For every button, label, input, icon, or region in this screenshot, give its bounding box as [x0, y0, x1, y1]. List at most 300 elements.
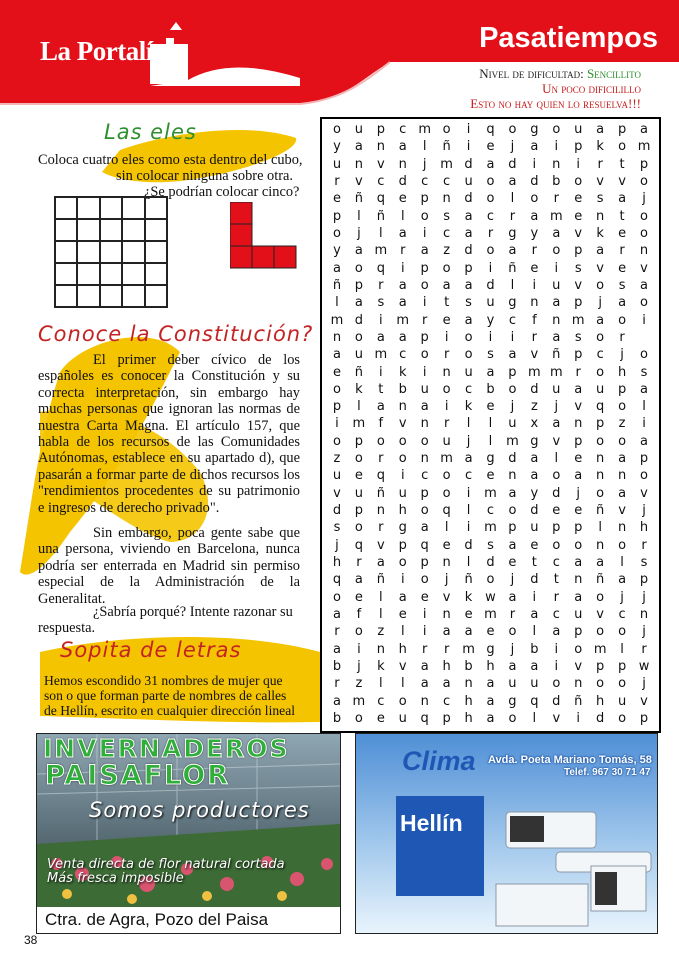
word-search-cell: a	[420, 243, 429, 259]
word-search-cell: n	[552, 312, 561, 328]
word-search-cell: i	[379, 364, 383, 380]
word-search-cell: c	[486, 503, 495, 519]
word-search-cell: a	[464, 624, 473, 640]
word-search-cell: o	[508, 381, 517, 397]
word-search-cell: c	[508, 312, 516, 328]
word-search-cell: u	[508, 416, 517, 432]
word-search-cell: a	[574, 555, 583, 570]
word-search-cell: p	[354, 503, 364, 519]
word-search-cell: l	[379, 676, 383, 692]
word-search-cell: z	[530, 399, 538, 415]
word-search-cell: n	[508, 468, 517, 484]
word-search-cell: i	[400, 260, 405, 276]
word-search-cell: p	[354, 433, 364, 449]
word-search-cell: i	[422, 364, 427, 380]
word-search-cell: d	[508, 156, 517, 172]
word-search-cell: d	[398, 174, 407, 190]
word-search-cell: s	[333, 520, 341, 536]
word-search-cell: k	[355, 381, 363, 397]
word-search-cell: s	[465, 295, 472, 311]
word-search-cell: n	[596, 451, 605, 467]
word-search-cell: o	[420, 433, 429, 449]
difficulty-label: Nivel de dificultad:	[479, 66, 584, 81]
word-search-cell: p	[420, 260, 429, 276]
word-search-cell: r	[619, 329, 625, 345]
word-search-cell: a	[398, 329, 407, 345]
word-search-cell: o	[332, 226, 341, 242]
word-search-cell: u	[354, 347, 364, 363]
word-search-cell: z	[333, 451, 341, 467]
word-search-cell: b	[530, 641, 539, 657]
word-search-cell: i	[422, 226, 427, 242]
word-search-cell: ñ	[376, 572, 385, 588]
word-search-cell: o	[618, 399, 627, 415]
word-search-cell: a	[464, 208, 473, 224]
word-search-cell: m	[484, 606, 497, 622]
word-search-cell: ñ	[596, 572, 605, 588]
word-search-cell: p	[596, 416, 605, 432]
word-search-cell: l	[335, 295, 339, 311]
paisaflor-address: Ctra. de Agra, Pozo del Paisa	[37, 907, 340, 933]
word-search-cell: t	[444, 295, 450, 311]
word-search-cell: a	[618, 295, 627, 311]
word-search-cell: a	[332, 347, 341, 363]
word-search-cell: c	[464, 468, 473, 484]
word-search-cell: p	[332, 399, 342, 415]
word-search-cell: i	[335, 416, 339, 432]
word-search-cell: u	[464, 174, 473, 190]
word-search-cell: g	[530, 122, 539, 138]
paisaflor-note-1: Venta directa de flor natural cortada	[47, 857, 285, 872]
word-search-cell: ñ	[596, 503, 605, 519]
word-search-cell: l	[642, 399, 646, 415]
word-search-cell: o	[508, 710, 517, 726]
word-search-cell: p	[574, 433, 583, 449]
word-search-cell: e	[530, 260, 539, 276]
word-search-cell: p	[639, 572, 649, 588]
word-search-cell: r	[378, 277, 384, 293]
word-search-cell: r	[422, 641, 428, 657]
word-search-cell: u	[332, 156, 342, 172]
word-search-cell: l	[488, 416, 493, 432]
word-search-cell: r	[641, 641, 647, 657]
word-search-cell: n	[420, 416, 429, 432]
word-search-cell: c	[421, 468, 429, 484]
word-search-cell: a	[398, 295, 407, 311]
word-search-cell: q	[332, 572, 342, 588]
word-search-cell: a	[618, 451, 627, 467]
word-search-cell: z	[355, 676, 363, 692]
word-search-cell: a	[508, 589, 517, 605]
word-search-cell: t	[553, 572, 559, 588]
word-search-cell: y	[530, 226, 539, 242]
word-search-cell: p	[420, 555, 429, 570]
word-search-cell: p	[420, 485, 429, 501]
word-search-cell: o	[618, 312, 627, 328]
word-search-cell: w	[485, 589, 496, 605]
word-search-cell: u	[617, 693, 627, 709]
word-search-cell: y	[486, 312, 495, 328]
word-search-cell: j	[444, 572, 449, 588]
sopita-line1	[44, 673, 283, 689]
word-search-cell: e	[442, 312, 451, 328]
word-search-cell: h	[464, 693, 473, 709]
word-search-cell: n	[552, 156, 561, 172]
word-search-cell: i	[554, 658, 559, 674]
word-search-cell: u	[552, 381, 561, 397]
word-search-cell: a	[420, 399, 429, 415]
paisaflor-tagline: Somos productores	[89, 798, 310, 822]
word-search-cell: l	[379, 606, 383, 622]
word-search-cell: a	[332, 693, 341, 709]
word-search-cell: l	[620, 641, 624, 657]
word-search-cell: u	[442, 433, 451, 449]
word-search-cell: p	[420, 191, 429, 207]
word-search-cell: g	[486, 641, 495, 657]
word-search-cell: d	[332, 503, 342, 519]
word-search-cell: n	[398, 156, 407, 172]
word-search-cell: z	[618, 416, 626, 432]
word-search-cell: i	[400, 468, 405, 484]
word-search-cell: m	[352, 693, 366, 709]
word-search-cell: i	[554, 139, 559, 155]
word-search-cell: i	[532, 277, 537, 293]
difficulty-medium: Un poco dificilillo	[542, 81, 641, 96]
word-search-cell: m	[440, 451, 453, 467]
word-search-cell: p	[639, 710, 649, 726]
word-search-cell: o	[596, 433, 605, 449]
word-search-cell: l	[466, 416, 471, 432]
word-search-cell: n	[354, 156, 364, 172]
word-search-cell: a	[398, 226, 407, 242]
word-search-cell: c	[443, 226, 451, 242]
word-search-cell: l	[400, 624, 405, 640]
word-search-cell: d	[552, 693, 561, 709]
word-search-cell: g	[508, 226, 517, 242]
word-search-cell: h	[398, 503, 407, 519]
word-search-cell: a	[486, 676, 495, 692]
word-search-cell: e	[420, 589, 429, 605]
word-search-cell: l	[554, 451, 559, 467]
word-search-cell: ñ	[442, 139, 451, 155]
word-search-cell: c	[552, 606, 560, 622]
word-search-cell: p	[420, 329, 429, 345]
word-search-cell: o	[442, 260, 451, 276]
word-search-cell: o	[596, 277, 605, 293]
word-search-cell: v	[596, 606, 604, 622]
l-shape-piece	[230, 202, 298, 270]
word-search-cell: o	[618, 537, 627, 553]
word-search-cell: n	[442, 606, 451, 622]
word-search-cell: o	[640, 208, 648, 224]
word-search-cell: q	[376, 260, 385, 276]
word-search-cell: h	[464, 710, 473, 726]
word-search-cell: a	[530, 208, 539, 224]
word-search-cell: t	[531, 555, 537, 570]
word-search-cell: n	[442, 364, 451, 380]
word-search-cell: i	[554, 260, 559, 276]
word-search-cell: j	[554, 399, 559, 415]
word-search-cell: o	[354, 260, 363, 276]
word-search-cell: v	[596, 260, 604, 276]
word-search-cell: p	[639, 451, 649, 467]
word-search-cell: u	[354, 122, 364, 138]
word-search-cell: a	[508, 347, 517, 363]
word-search-cell: c	[552, 555, 560, 570]
word-search-cell: v	[442, 589, 451, 605]
word-search-cell: o	[530, 191, 539, 207]
word-search-cell: m	[396, 312, 410, 328]
word-search-cell: e	[442, 537, 451, 553]
word-search-cell: a	[486, 693, 495, 709]
word-search-cell: a	[508, 174, 517, 190]
word-search-cell: v	[398, 416, 407, 432]
word-search-cell: a	[552, 226, 561, 242]
word-search-cell: a	[574, 381, 583, 397]
word-search-cell: a	[332, 641, 341, 657]
constitucion-title: Conoce la Constitución?	[38, 322, 314, 346]
word-search-cell: r	[641, 537, 647, 553]
word-search-cell: j	[642, 191, 646, 207]
word-search-cell: a	[354, 243, 363, 259]
word-search-cell: d	[530, 381, 539, 397]
word-search-cell: a	[398, 589, 407, 605]
word-search-cell: f	[356, 606, 362, 622]
word-search-cell: p	[574, 347, 583, 363]
word-search-cell: a	[442, 277, 451, 293]
word-search-cell: u	[552, 277, 561, 293]
word-search-cell: a	[376, 329, 385, 345]
word-search-cell: r	[597, 156, 603, 172]
eles-line2: sin colocar ninguna sobre otra.	[116, 168, 294, 184]
word-search-cell: a	[354, 139, 363, 155]
word-search-cell: r	[334, 676, 340, 692]
word-search-cell: e	[574, 503, 583, 519]
word-search-cell: m	[418, 122, 432, 138]
word-search-cell: l	[510, 277, 515, 293]
word-search-cell: r	[356, 555, 362, 570]
word-search-cell: j	[510, 139, 515, 155]
word-search-cell: d	[530, 174, 539, 190]
word-search-cell: v	[640, 260, 648, 276]
word-search-cell: m	[571, 312, 585, 328]
word-search-cell: r	[378, 451, 384, 467]
word-search-cell: o	[618, 139, 627, 155]
word-search-cell: o	[640, 174, 648, 190]
word-search-cell: l	[357, 399, 361, 415]
word-search-cell: z	[443, 243, 451, 259]
word-search-cell: j	[510, 399, 515, 415]
word-search-cell: a	[486, 364, 495, 380]
word-search-cell: a	[552, 416, 561, 432]
word-search-cell: c	[377, 174, 385, 190]
constitucion-paragraph-1: El primer deber cívico de los españoles es conocer la Constitución y su correcta interpretación, sin embargo hay muchas personas que ignoran las normas de nuestra Carta Magna. El artículo 157, que habla de los recursos de las Comunidades Autónomas, establece en su apartado d), que pasarán a formar parte de dichos recursos los "rendimientos procedentes de su patrimonio e ingresos de derecho privado".	[38, 352, 300, 516]
word-search-cell: ñ	[508, 260, 517, 276]
word-search-cell: r	[378, 520, 384, 536]
word-search-cell: j	[357, 658, 361, 674]
word-search-cell: k	[596, 139, 604, 155]
word-search-cell: n	[574, 416, 583, 432]
word-search-cell: d	[486, 555, 495, 570]
word-search-cell: o	[618, 676, 627, 692]
word-search-cell: o	[464, 347, 473, 363]
word-search-cell: q	[354, 537, 364, 553]
word-search-cell: ñ	[354, 364, 364, 380]
word-search-cell: i	[444, 329, 449, 345]
word-search-cell: v	[355, 174, 363, 190]
word-search-cell: o	[420, 208, 429, 224]
word-search-cell: d	[354, 312, 364, 328]
word-search-cell: i	[379, 312, 383, 328]
word-search-grid	[326, 121, 655, 727]
word-search-cell: l	[488, 433, 493, 449]
word-search-cell: o	[332, 122, 341, 138]
word-search-cell: a	[552, 295, 561, 311]
ad-paisaflor	[36, 733, 341, 934]
word-search-cell: j	[620, 347, 624, 363]
word-search-cell: v	[640, 693, 648, 709]
word-search-cell: j	[598, 295, 602, 311]
word-search-cell: o	[420, 347, 429, 363]
word-search-cell: y	[333, 243, 341, 259]
word-search-cell: a	[486, 710, 495, 726]
word-search-cell: l	[400, 208, 405, 224]
word-search-cell: g	[508, 693, 517, 709]
word-search-cell: l	[620, 555, 624, 570]
word-search-cell: o	[574, 537, 583, 553]
word-search-cell: a	[596, 243, 605, 259]
word-search-cell: s	[487, 537, 494, 553]
word-search-cell: a	[486, 156, 495, 172]
magazine-logo: La Portalí	[40, 36, 153, 66]
word-search-cell: n	[376, 641, 385, 657]
word-search-cell: ñ	[552, 347, 561, 363]
word-search-cell: l	[379, 589, 383, 605]
word-search-cell: p	[574, 624, 583, 640]
word-search-cell: u	[596, 381, 605, 397]
word-search-cell: p	[574, 243, 583, 259]
word-search-cell: a	[618, 572, 627, 588]
word-search-cell: o	[464, 329, 473, 345]
word-search-cell: h	[617, 364, 627, 380]
word-search-cell: r	[487, 226, 494, 242]
word-search-cell: n	[464, 676, 473, 692]
word-search-cell: d	[486, 277, 495, 293]
word-search-cell: r	[334, 624, 340, 640]
constitucion-paragraph-2: Sin embargo, poca gente sabe que una persona, viviendo en Barcelona, nunca podría ser enterrada en Madrid sin permiso especial de la Administración de la Generalitat.	[38, 525, 300, 607]
word-search-cell: o	[552, 468, 561, 484]
eles-puzzle-grid	[54, 196, 168, 308]
word-search-cell: a	[640, 277, 648, 293]
word-search-cell: s	[640, 364, 648, 380]
word-search-cell: r	[400, 243, 406, 259]
word-search-cell: d	[530, 503, 539, 519]
difficulty-legend	[479, 66, 641, 82]
word-search-cell: n	[420, 693, 429, 709]
sopita-line3: de Hellín, escrito en cualquier dirección lineal	[44, 703, 295, 718]
word-search-cell: t	[619, 208, 625, 224]
word-search-cell: n	[617, 520, 627, 536]
word-search-cell: p	[639, 156, 649, 172]
word-search-cell: n	[442, 191, 451, 207]
word-search-cell: o	[398, 433, 407, 449]
word-search-cell: n	[398, 399, 407, 415]
word-search-cell: r	[553, 589, 559, 605]
word-search-cell: m	[528, 364, 541, 380]
word-search-cell: g	[530, 433, 539, 449]
word-search-cell: e	[618, 260, 627, 276]
word-search-cell: a	[442, 624, 451, 640]
word-search-cell: n	[596, 208, 605, 224]
word-search-cell: o	[354, 451, 363, 467]
word-search-cell: n	[639, 606, 649, 622]
section-title: Pasatiempos	[479, 22, 658, 54]
word-search-cell: u	[354, 485, 364, 501]
word-search-cell: p	[574, 295, 583, 311]
word-search-cell: a	[464, 277, 473, 293]
word-search-cell: g	[486, 451, 495, 467]
word-search-cell: a	[640, 381, 648, 397]
word-search-cell: j	[642, 503, 646, 519]
word-search-cell: e	[486, 468, 495, 484]
word-search-cell: j	[422, 156, 427, 172]
word-search-cell: o	[420, 503, 429, 519]
word-search-cell: u	[464, 364, 473, 380]
word-search-cell: a	[596, 555, 605, 570]
word-search-cell: a	[420, 676, 429, 692]
paisaflor-line1: INVERNADEROS	[43, 734, 290, 763]
word-search-cell: h	[442, 658, 451, 674]
word-search-cell: v	[574, 658, 583, 674]
word-search-cell: u	[530, 676, 539, 692]
word-search-cell: o	[640, 468, 648, 484]
word-search-cell: e	[486, 624, 495, 640]
word-search-cell: y	[333, 139, 341, 155]
word-search-cell: n	[420, 451, 429, 467]
word-search-cell: a	[442, 676, 451, 692]
word-search-cell: j	[510, 641, 515, 657]
word-search-cell: e	[574, 451, 583, 467]
word-search-cell: e	[618, 226, 627, 242]
word-search-cell: a	[574, 468, 583, 484]
word-search-cell: a	[596, 122, 605, 138]
clima-brand: Clima	[402, 746, 476, 776]
word-search-cell: o	[332, 381, 341, 397]
word-search-cell: l	[510, 191, 515, 207]
word-search-cell: v	[398, 658, 407, 674]
word-search-cell: a	[530, 451, 539, 467]
word-search-cell: i	[554, 641, 559, 657]
word-search-cell: l	[422, 139, 427, 155]
word-search-cell: i	[488, 260, 493, 276]
word-search-cell: e	[508, 555, 517, 570]
word-search-cell: j	[642, 624, 646, 640]
word-search-cell: l	[466, 555, 471, 570]
word-search-cell: o	[618, 433, 627, 449]
word-search-cell: i	[576, 156, 581, 172]
word-search-cell: n	[574, 572, 583, 588]
sopita-line2: son o que forman parte de nombres de calles	[44, 688, 287, 703]
word-search-cell: o	[486, 191, 495, 207]
word-search-cell: o	[574, 641, 583, 657]
eles-title: Las eles	[104, 120, 197, 144]
word-search-cell: o	[442, 468, 451, 484]
sopita-title: Sopita de letras	[60, 638, 242, 662]
word-search-cell: r	[531, 243, 538, 259]
word-search-cell: o	[332, 589, 341, 605]
word-search-cell: m	[440, 156, 453, 172]
word-search-cell: k	[464, 399, 473, 415]
